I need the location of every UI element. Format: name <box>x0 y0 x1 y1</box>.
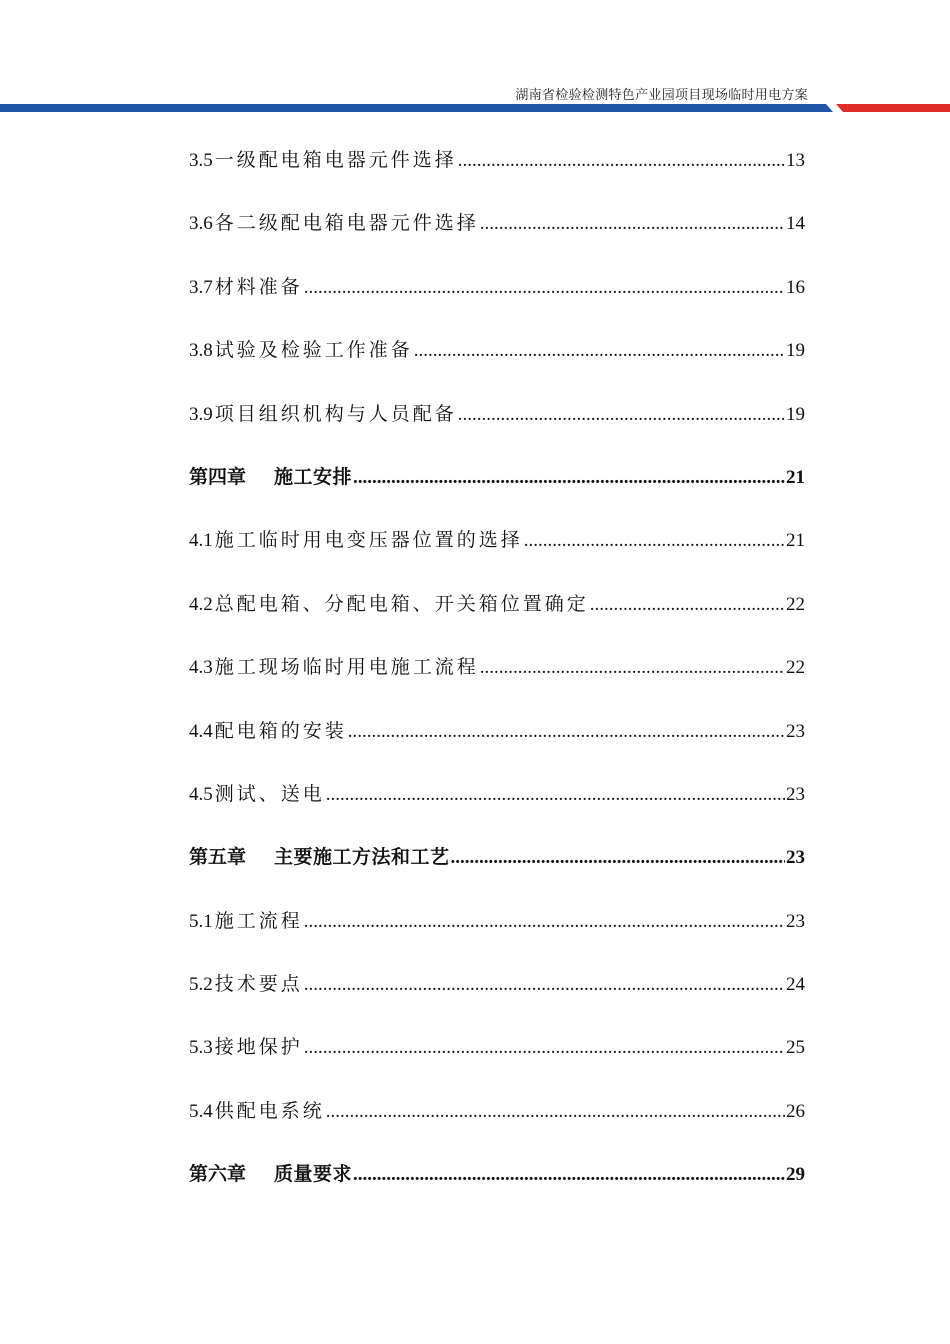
toc-entry-title: 施工安排 <box>274 465 353 488</box>
toc-entry-number: 4.2 <box>189 593 213 615</box>
toc-dot-leader <box>353 1153 785 1197</box>
toc-dot-leader <box>304 1026 785 1070</box>
toc-entry-title: 主要施工方法和工艺 <box>274 846 450 869</box>
toc-entry-label <box>189 582 589 627</box>
toc-entry-page-number: 24 <box>786 974 805 996</box>
toc-entry-page-number: 22 <box>786 593 805 615</box>
toc-entry-label <box>189 709 347 754</box>
toc-dot-leader <box>451 836 785 880</box>
header-bar-red <box>836 104 950 112</box>
toc-entry-label <box>189 392 457 437</box>
toc-entry-number: 4.4 <box>189 720 213 742</box>
toc-entry-title: 施工临时用电变压器位置的选择 <box>214 529 523 552</box>
toc-entry[interactable] <box>189 645 805 708</box>
toc-entry-title: 质量要求 <box>274 1163 353 1186</box>
toc-chapter-entry[interactable] <box>189 835 805 898</box>
toc-entry-page-number: 23 <box>786 847 805 869</box>
toc-entry-page-number: 23 <box>786 720 805 742</box>
toc-entry-title: 试验及检验工作准备 <box>214 339 413 362</box>
toc-entry-number: 3.5 <box>189 150 213 171</box>
toc-entry-number: 3.7 <box>189 276 213 298</box>
toc-entry[interactable] <box>189 772 805 835</box>
toc-entry-page-number: 25 <box>786 1037 805 1059</box>
header-bar-blue <box>0 104 833 112</box>
toc-entry-label <box>189 201 479 246</box>
toc-dot-leader <box>480 646 785 690</box>
toc-entry-page-number: 21 <box>786 466 805 488</box>
toc-entry[interactable] <box>189 899 805 962</box>
toc-entry-number: 4.3 <box>189 657 213 679</box>
toc-entry-label <box>189 328 413 373</box>
toc-entry[interactable] <box>189 582 805 645</box>
toc-entry-title: 施工流程 <box>214 909 303 932</box>
toc-entry[interactable] <box>189 328 805 391</box>
toc-entry-number: 4.5 <box>189 783 213 805</box>
toc-chapter-entry[interactable] <box>189 455 805 518</box>
toc-entry-number: 3.8 <box>189 340 213 362</box>
toc-entry-page-number: 19 <box>786 340 805 362</box>
toc-entry[interactable] <box>189 392 805 455</box>
toc-entry[interactable] <box>189 1089 805 1152</box>
toc-entry[interactable] <box>189 1025 805 1088</box>
toc-dot-leader <box>304 900 785 944</box>
toc-entry-label <box>189 455 352 500</box>
toc-entry-label <box>189 138 457 183</box>
toc-dot-leader <box>353 456 785 500</box>
toc-entry-title: 各二级配电箱电器元件选择 <box>214 212 479 235</box>
toc-entry-number: 5.3 <box>189 1037 213 1059</box>
toc-entry-label <box>189 962 303 1007</box>
toc-dot-leader <box>326 1090 785 1134</box>
toc-entry-label <box>189 899 303 944</box>
toc-chapter-entry[interactable] <box>189 1152 805 1215</box>
toc-entry[interactable] <box>189 138 805 201</box>
toc-entry-label <box>189 772 325 817</box>
toc-entry[interactable] <box>189 265 805 328</box>
toc-entry-label <box>189 1152 352 1197</box>
toc-entry-number: 4.1 <box>189 530 213 552</box>
toc-entry-label <box>189 518 523 563</box>
toc-entry-label <box>189 1089 325 1134</box>
toc-entry[interactable] <box>189 518 805 581</box>
toc-entry-number: 第六章 <box>189 1164 247 1186</box>
toc-dot-leader <box>348 710 785 754</box>
toc-entry-label <box>189 645 479 690</box>
header-title: 湖南省检验检测特色产业园项目现场临时用电方案 <box>515 88 808 103</box>
toc-entry-number: 第五章 <box>189 847 247 869</box>
toc-dot-leader <box>480 202 785 246</box>
toc-entry-title: 供配电系统 <box>214 1099 325 1122</box>
toc-entry[interactable] <box>189 962 805 1025</box>
toc-entry[interactable] <box>189 201 805 264</box>
toc-entry-label <box>189 265 303 310</box>
toc-dot-leader <box>458 139 785 183</box>
toc-dot-leader <box>304 963 785 1007</box>
toc-entry-title: 测试、送电 <box>214 782 325 805</box>
toc-entry-number: 3.9 <box>189 403 213 425</box>
toc-entry-page-number: 26 <box>786 1100 805 1122</box>
toc-entry-page-number: 13 <box>786 150 805 171</box>
header-color-bar <box>0 103 950 113</box>
toc-entry-title: 技术要点 <box>214 973 303 996</box>
toc-dot-leader <box>414 329 785 373</box>
toc-entry-title: 一级配电箱电器元件选择 <box>214 149 457 171</box>
toc-entry-number: 5.2 <box>189 974 213 996</box>
toc-dot-leader <box>326 773 785 817</box>
toc-entry-title: 配电箱的安装 <box>214 719 347 742</box>
toc-entry-title: 总配电箱、分配电箱、开关箱位置确定 <box>214 592 589 615</box>
toc-entry-title: 施工现场临时用电施工流程 <box>214 656 479 679</box>
toc-entry-page-number: 16 <box>786 276 805 298</box>
table-of-contents <box>189 138 805 1216</box>
toc-entry-title: 接地保护 <box>214 1036 303 1059</box>
toc-entry-number: 5.4 <box>189 1100 213 1122</box>
toc-dot-leader <box>304 266 785 310</box>
toc-entry-page-number: 14 <box>786 213 805 235</box>
toc-entry-label <box>189 1025 303 1070</box>
toc-dot-leader <box>458 393 785 437</box>
toc-dot-leader <box>524 519 785 563</box>
toc-entry-title: 材料准备 <box>214 275 303 298</box>
toc-entry-label <box>189 835 450 880</box>
toc-entry-page-number: 29 <box>786 1164 805 1186</box>
toc-entry-number: 5.1 <box>189 910 213 932</box>
toc-entry-title: 项目组织机构与人员配备 <box>214 402 457 425</box>
toc-entry-number: 3.6 <box>189 213 213 235</box>
toc-entry-page-number: 19 <box>786 403 805 425</box>
toc-entry-page-number: 23 <box>786 783 805 805</box>
toc-entry-page-number: 22 <box>786 657 805 679</box>
toc-entry-page-number: 21 <box>786 530 805 552</box>
toc-entry[interactable] <box>189 709 805 772</box>
toc-dot-leader <box>590 583 785 627</box>
toc-entry-number: 第四章 <box>189 466 247 488</box>
toc-entry-page-number: 23 <box>786 910 805 932</box>
